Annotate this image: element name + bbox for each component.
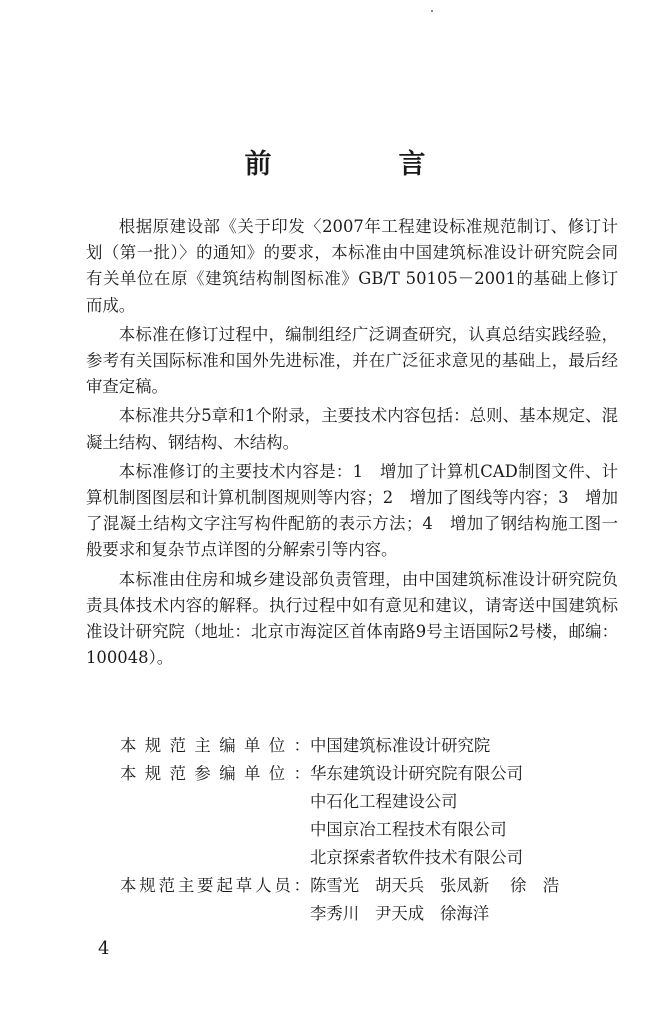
drafter-name: 徐海洋 — [440, 904, 490, 923]
chief-editor-unit: 中国建筑标准设计研究院 — [310, 736, 491, 755]
participant-unit: 中石化工程建设公司 — [310, 792, 458, 811]
drafter-name: 张凤新 — [440, 876, 490, 895]
participants-label: 本规范参编单位： — [120, 764, 310, 783]
page-mark — [431, 10, 433, 12]
participants-row — [120, 760, 575, 872]
paragraph-contents: 本标准共分5章和1个附录，主要技术内容包括：总则、基本规定、混凝土结构、钢结构、木结构。 — [86, 406, 618, 452]
page-title: 前 言 — [244, 149, 476, 180]
drafter-name: 李秀川 — [310, 904, 360, 923]
page-number: 4 — [98, 938, 110, 959]
participants-list — [310, 760, 523, 872]
drafter-name: 胡天兵 — [375, 876, 425, 895]
chief-editor-label: 本规范主编单位： — [120, 736, 310, 755]
participant-unit: 华东建筑设计研究院有限公司 — [310, 764, 524, 783]
drafters-row — [120, 872, 575, 928]
drafters-label: 本规范主要起草人员： — [120, 876, 310, 895]
drafter-name: 尹天成 — [375, 904, 425, 923]
paragraph-revisions: 本标准修订的主要技术内容是：1 增加了计算机CAD制图文件、计算机制图图层和计算机制图规则等内容；2 增加了图线等内容；3 增加了混凝土结构文字注写构件配筋的表示方法；4 增加了钢结构施工图一般要求和复杂节点详图的分解索引等内容。 — [86, 461, 618, 560]
paragraph-management: 本标准由住房和城乡建设部负责管理，由中国建筑标准设计研究院负责具体技术内容的解释。执行过程中如有意见和建议，请寄送中国建筑标准设计研究院（地址：北京市海淀区首体南路9号主语国际2号楼，邮编：100048）。 — [86, 569, 618, 668]
drafters-line — [310, 872, 575, 900]
drafter-name: 陈雪光 — [310, 876, 360, 895]
preface-body — [86, 214, 618, 671]
drafters-list — [310, 872, 575, 928]
drafter-name: 徐 浩 — [510, 876, 560, 895]
participant-unit: 中国京冶工程技术有限公司 — [310, 820, 507, 839]
paragraph-origin: 根据原建设部《关于印发〈2007年工程建设标准规范制订、修订计划（第一批）〉的通知》的要求，本标准由中国建筑标准设计研究院会同有关单位在原《建筑结构制图标准》GB/T 50105－2001的基础上修订而成。 — [86, 217, 618, 315]
responsible-units — [120, 732, 575, 928]
drafters-line — [310, 900, 575, 928]
participant-unit: 北京探索者软件技术有限公司 — [310, 848, 524, 867]
paragraph-process: 本标准在修订过程中，编制组经广泛调查研究，认真总结实践经验，参考有关国际标准和国外先进标准，并在广泛征求意见的基础上，最后经审查定稿。 — [86, 324, 618, 397]
chief-editor-row — [120, 732, 575, 760]
